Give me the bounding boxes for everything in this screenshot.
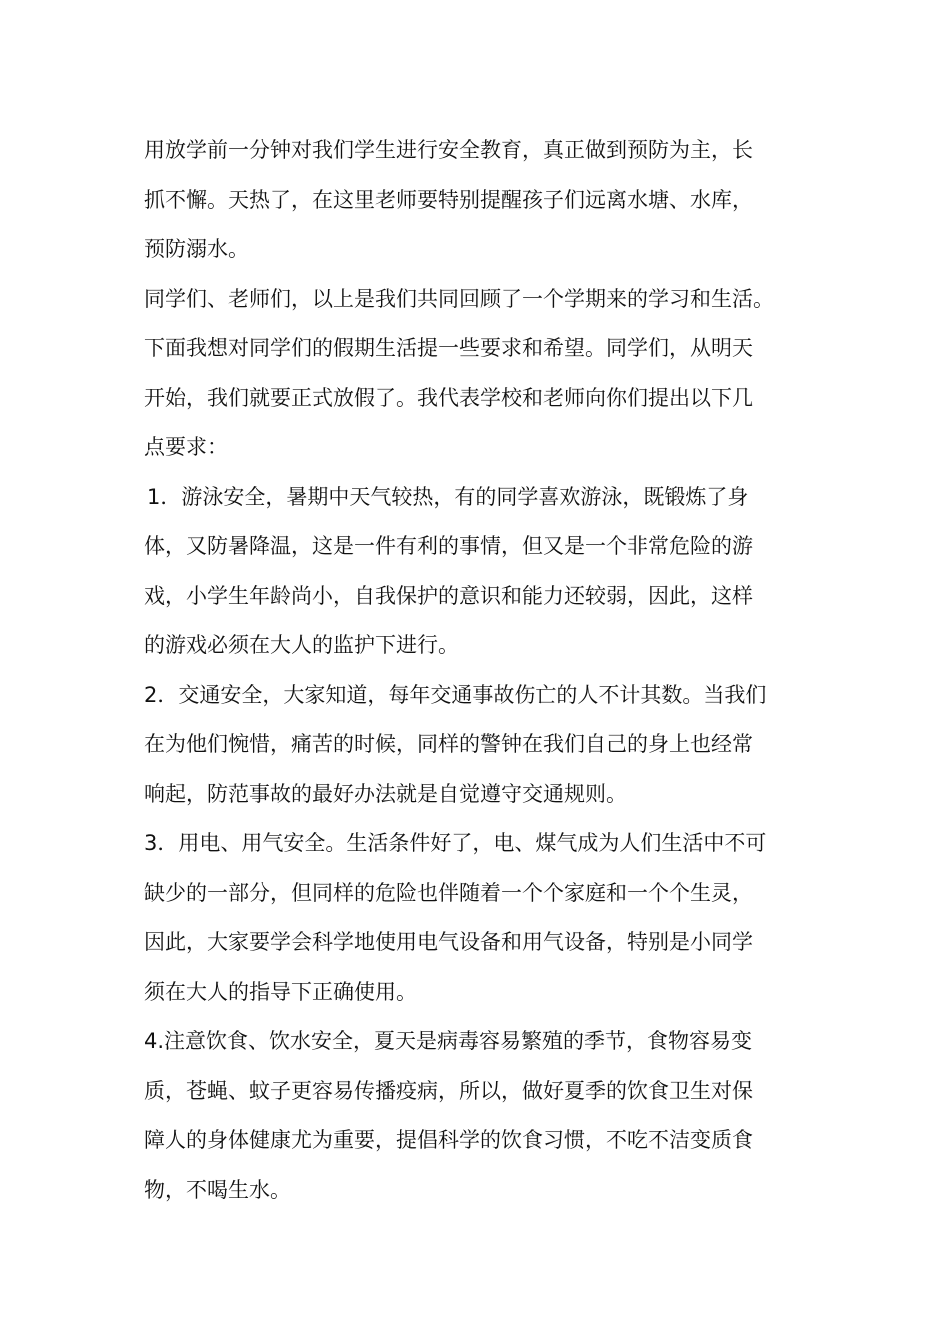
- text-line: 同学们、老师们，以上是我们共同回顾了一个学期来的学习和生活。: [144, 286, 774, 311]
- text-line: 物，不喝生水。: [144, 1177, 291, 1202]
- text-line: 体，又防暑降温，这是一件有利的事情，但又是一个非常危险的游: [144, 534, 753, 558]
- text-line: 缺少的一部分，但同样的危险也伴随着一个个家庭和一个个生灵，: [144, 880, 753, 905]
- text-line: 的游戏必须在大人的监护下进行。: [144, 633, 459, 657]
- paragraph-traffic-safety: [144, 671, 844, 820]
- text-line: 须在大人的指导下正确使用。: [144, 979, 417, 1004]
- text-line: 点要求：: [144, 435, 228, 459]
- paragraph-food-water-safety: [144, 1017, 844, 1215]
- text-line: 用放学前一分钟对我们学生进行安全教育，真正做到预防为主，长: [144, 138, 753, 162]
- text-line: 下面我想对同学们的假期生活提一些要求和希望。同学们，从明天: [144, 336, 753, 360]
- text-line: 因此，大家要学会科学地使用电气设备和用气设备，特别是小同学: [144, 930, 753, 954]
- text-line: 障人的身体健康尤为重要，提倡科学的饮食习惯，不吃不洁变质食: [144, 1128, 753, 1152]
- text-line: 抓不懈。天热了，在这里老师要特别提醒孩子们远离水塘、水库，: [144, 187, 753, 212]
- text-line: 开始，我们就要正式放假了。我代表学校和老师向你们提出以下几: [144, 385, 753, 410]
- text-line: 4.注意饮食、饮水安全，夏天是病毒容易繁殖的季节，食物容易变: [144, 1029, 753, 1053]
- paragraph-safety-education: [144, 126, 844, 275]
- paragraph-electricity-gas-safety: [144, 819, 844, 1017]
- text-line: 质，苍蝇、蚊子更容易传播疫病，所以，做好夏季的饮食卫生对保: [144, 1078, 753, 1103]
- text-line: 在为他们惋惜，痛苦的时候，同样的警钟在我们自己的身上也经常: [144, 732, 753, 756]
- paragraph-swimming-safety: [144, 473, 844, 671]
- text-line: 戏，小学生年龄尚小，自我保护的意识和能力还较弱，因此，这样: [144, 583, 753, 608]
- text-line: 3．用电、用气安全。生活条件好了，电、煤气成为人们生活中不可: [144, 831, 767, 855]
- paragraph-holiday-requirements: [144, 275, 844, 473]
- text-line: 1．游泳安全，暑期中天气较热，有的同学喜欢游泳，既锻炼了身: [147, 484, 749, 509]
- document-body: [144, 126, 844, 1215]
- text-line: 预防溺水。: [144, 237, 249, 261]
- text-line: 2．交通安全，大家知道，每年交通事故伤亡的人不计其数。当我们: [144, 682, 767, 707]
- text-line: 响起，防范事故的最好办法就是自觉遵守交通规则。: [144, 781, 627, 806]
